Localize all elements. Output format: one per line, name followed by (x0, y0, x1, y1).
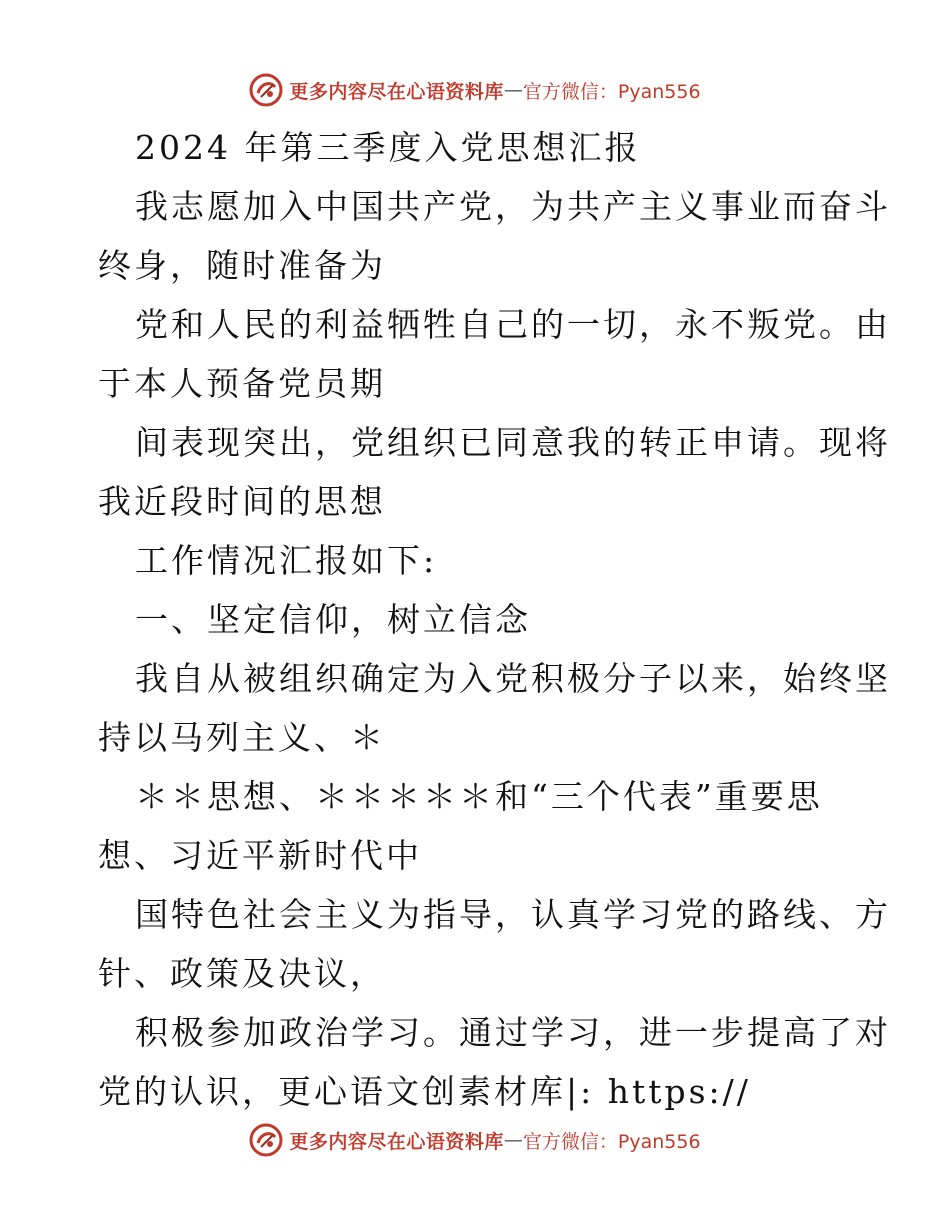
paragraph-line: 国特色社会主义为指导，认真学习党的路线、方 (135, 895, 891, 934)
report-body (98, 118, 891, 1121)
paragraph-line: 针、政策及决议， (98, 954, 386, 993)
watermark-dash: — (503, 1129, 523, 1151)
paragraph-line: 工作情况汇报如下: (135, 541, 438, 580)
paragraph-line: 我近段时间的思想 (98, 482, 386, 521)
paragraph-line: 间表现突出，党组织已同意我的转正申请。现将 (135, 423, 891, 462)
paragraph-line: 党的认识，更心语文创素材库|: https:// (98, 1072, 751, 1111)
watermark-main-text: 更多内容尽在心语资料库 (289, 1130, 504, 1153)
red-swirl-logo-icon (249, 1123, 283, 1157)
paragraph-line: 想、习近平新时代中 (98, 836, 422, 875)
paragraph-line: 积极参加政治学习。通过学习，进一步提高了对 (135, 1013, 891, 1052)
red-swirl-logo-icon (249, 73, 283, 107)
paragraph-line: ＊＊思想、＊＊＊＊＊和“三个代表”重要思 (135, 777, 823, 816)
watermark-main-text: 更多内容尽在心语资料库 (289, 80, 504, 103)
paragraph-line: 我自从被组织确定为入党积极分子以来，始终坚 (135, 659, 891, 698)
paragraph-line: 持以马列主义、＊ (98, 718, 386, 757)
watermark-dash: — (503, 79, 523, 101)
paragraph-line: 于本人预备党员期 (98, 364, 386, 403)
section-heading: 一、坚定信仰，树立信念 (135, 600, 531, 639)
report-title: 2024 年第三季度入党思想汇报 (135, 128, 641, 167)
watermark-wechat-text: 官方微信：Pyan556 (522, 80, 701, 103)
paragraph-line: 我志愿加入中国共产党，为共产主义事业而奋斗 (135, 187, 891, 226)
header-watermark (0, 70, 950, 110)
watermark-wechat-text: 官方微信：Pyan556 (522, 1130, 701, 1153)
paragraph-line: 终身，随时准备为 (98, 246, 386, 285)
footer-watermark (0, 1120, 950, 1160)
paragraph-line: 党和人民的利益牺牲自己的一切，永不叛党。由 (135, 305, 891, 344)
